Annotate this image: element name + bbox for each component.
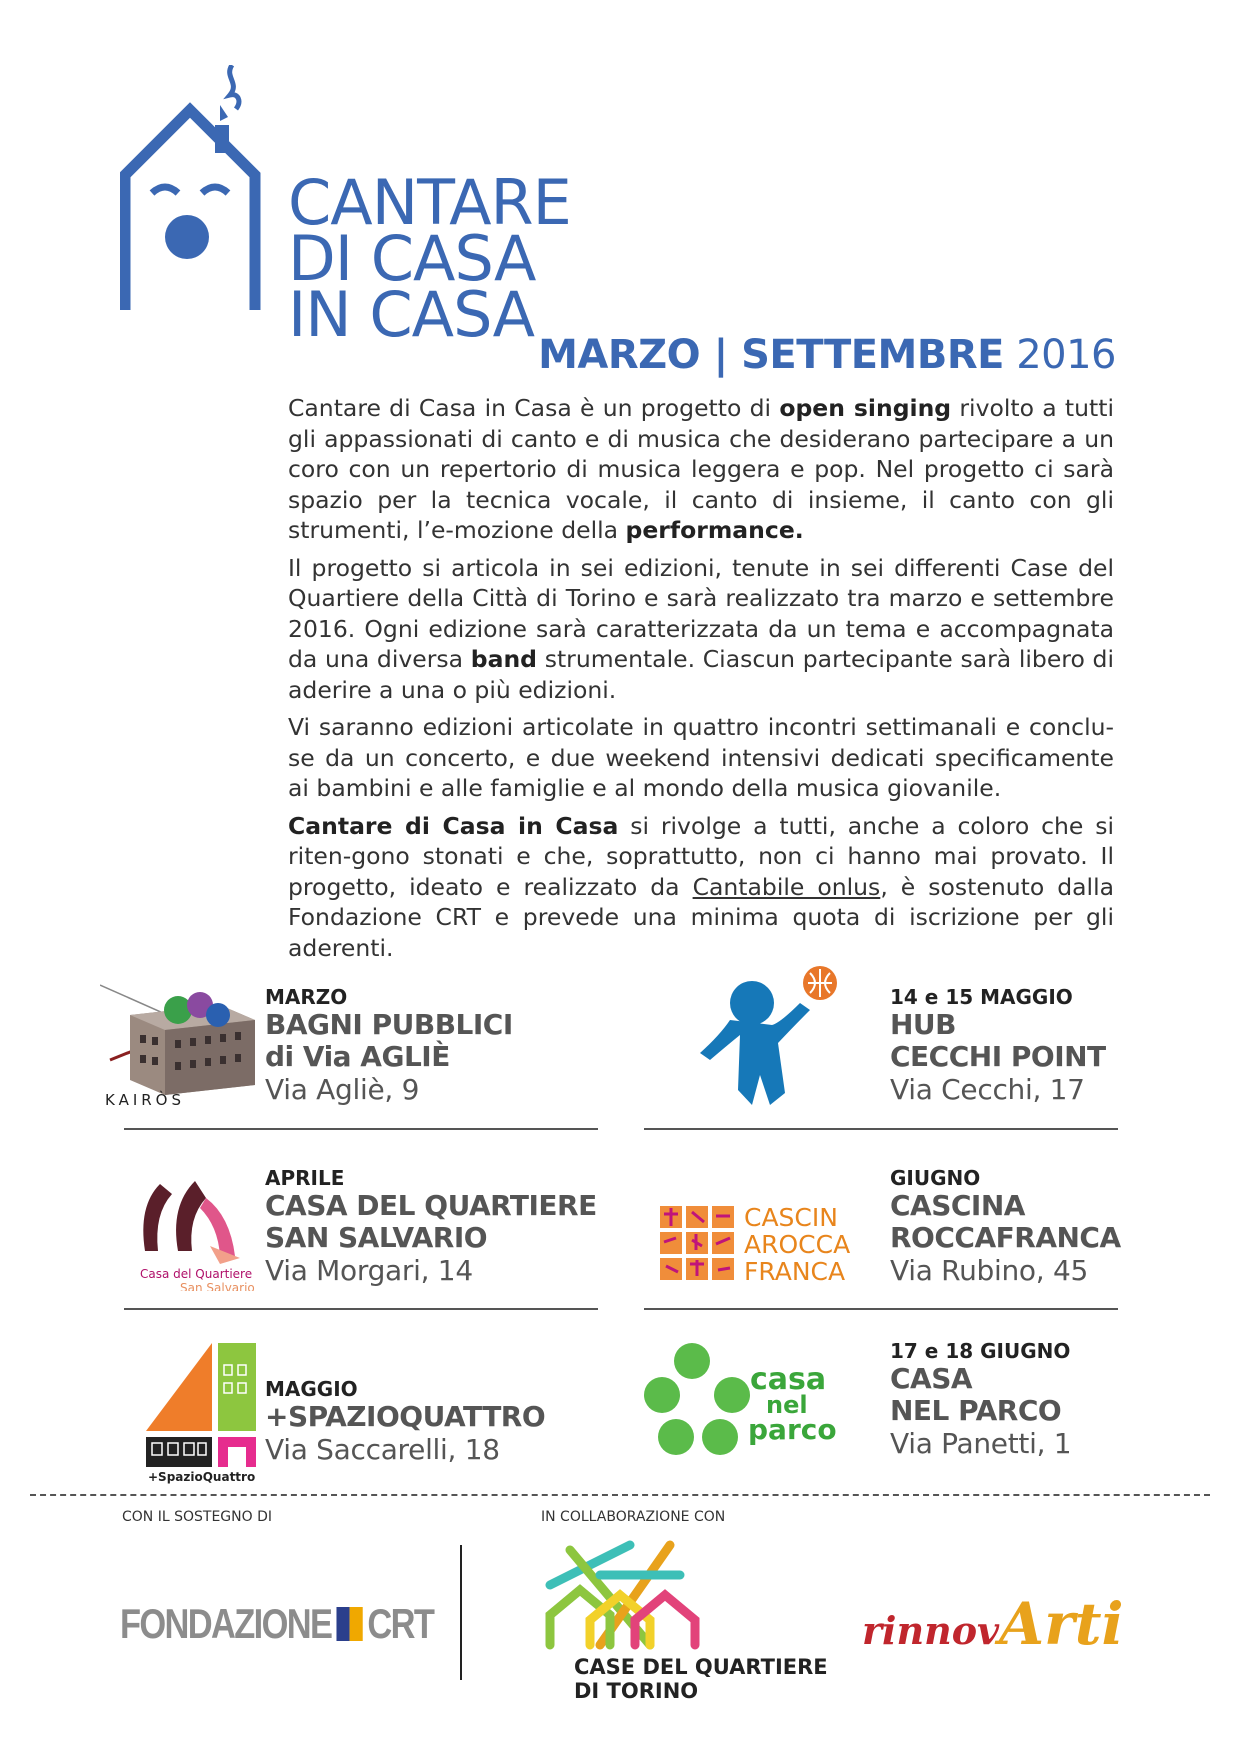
- venue-text: [265, 985, 585, 1107]
- venue-text: [890, 1339, 1210, 1461]
- support-label: CON IL SOSTEGNO DI: [122, 1509, 272, 1525]
- venue-cecchi-point: [690, 965, 1160, 1125]
- kairos-text: KAIRÒS: [105, 1091, 186, 1109]
- fondazione-crt-logo: [120, 1600, 433, 1648]
- san-salvario-logo-icon: [100, 1146, 265, 1291]
- venue-month: 14 e 15 MAGGIO: [890, 985, 1073, 1009]
- case-del-quartiere-text: [574, 1655, 828, 1703]
- venue-name-line-2: SAN SALVARIO: [265, 1221, 488, 1254]
- venue-text: [265, 1377, 585, 1467]
- title-line-2: DI CASA: [288, 222, 536, 295]
- venue-name-line-1: +SPAZIOQUATTRO: [265, 1400, 546, 1433]
- venue-roccafranca: [656, 1146, 1126, 1306]
- logo-text-line-3: parco: [748, 1413, 837, 1446]
- venue-name-line-1: CASA: [890, 1362, 973, 1395]
- venue-month: MARZO: [265, 985, 348, 1009]
- paragraph-1: Cantare di Casa in Casa è un progetto di open singing rivolto a tutti gli appassionati di canto e di musica che desiderano partecipare a un coro con un repertorio di musica leggera e pop. Nel progetto ci sarà spazio per la tecnica vocale, il canto di insieme, il canto con gli strumenti, l’e-mozione della performance.: [288, 394, 1114, 544]
- logo-text-line-2: AROCCA: [744, 1230, 851, 1259]
- description-text: [288, 393, 1114, 970]
- venue-month: GIUGNO: [890, 1166, 981, 1190]
- kairos-building-logo-icon: [100, 965, 265, 1110]
- crt-yellow-square-icon: [349, 1607, 362, 1641]
- venue-text: [890, 1166, 1210, 1288]
- rinnovarti-text-a: rinnov: [862, 1608, 1000, 1653]
- venue-name-line-2: NEL PARCO: [890, 1394, 1062, 1427]
- footer-vertical-divider: [460, 1545, 462, 1680]
- date-months: MARZO | SETTEMBRE: [538, 332, 1004, 378]
- title-line-3: IN CASA: [288, 278, 534, 351]
- crt-logo-text-b: CRT: [367, 1600, 434, 1647]
- venue-month: APRILE: [265, 1166, 345, 1190]
- title-line-1: CANTARE: [288, 166, 571, 239]
- collaboration-label: IN COLLABORAZIONE CON: [541, 1509, 726, 1525]
- date-year: 2016: [1016, 332, 1116, 378]
- cantabile-onlus-link[interactable]: Cantabile onlus: [692, 872, 881, 901]
- paragraph-3: Vi saranno edizioni articolate in quattro incontri settimanali e conclu-se da un concerto, e due weekend intensivi dedicati specificamente ai bambini e alle famiglie e al mondo della musica giovanile.: [288, 713, 1114, 802]
- venue-month: MAGGIO: [265, 1377, 358, 1401]
- logo-text-line-1: casa: [750, 1362, 827, 1397]
- venue-address: Via Panetti, 1: [890, 1427, 1072, 1460]
- rinnovarti-logo: [862, 1590, 1124, 1658]
- venue-bagni-pubblici: [100, 965, 570, 1125]
- venue-casa-nel-parco: [630, 1325, 1100, 1485]
- paragraph-4: Cantare di Casa in Casa si rivolge a tutti, anche a coloro che si riten-gono stonati e che, soprattutto, non ci hanno mai provato. Il progetto, ideato e realizzato da Cantabile onlus, è sostenuto dalla Fondazione CRT e prevede una minima quota di iscrizione per gli aderenti.: [288, 811, 1114, 962]
- logo-text-line-3: FRANCA: [744, 1257, 846, 1286]
- casa-nel-parco-logo-icon: [630, 1325, 850, 1470]
- rinnovarti-text-b: Arti: [999, 1590, 1124, 1658]
- venue-month: 17 e 18 GIUGNO: [890, 1339, 1071, 1363]
- venue-spazioquattro: [100, 1325, 570, 1485]
- divider: [124, 1308, 598, 1310]
- case-del-quartiere-logo-icon: [540, 1535, 710, 1655]
- dashed-separator: [30, 1494, 1210, 1496]
- cantare-house-logo-icon: [120, 65, 280, 315]
- venue-text: [265, 1166, 597, 1288]
- crt-logo-text-a: FONDAZIONE: [120, 1600, 332, 1647]
- venue-text: [890, 985, 1210, 1107]
- venue-name-line-2: CECCHI POINT: [890, 1040, 1106, 1073]
- venue-address: Via Saccarelli, 18: [265, 1433, 500, 1466]
- divider: [644, 1128, 1118, 1130]
- figure-with-ball-logo-icon: [690, 965, 855, 1110]
- venue-name-line-1: CASCINA: [890, 1189, 1025, 1222]
- paragraph-2: Il progetto si articola in sei edizioni, tenute in sei differenti Case del Quartiere della Città di Torino e sarà realizzato tra marzo e settembre 2016. Ogni edizione sarà caratterizzata da un tema e accompagnata da una diversa band strumentale. Ciascun partecipante sarà libero di aderire a una o più edizioni.: [288, 553, 1114, 704]
- venue-name-line-2: ROCCAFRANCA: [890, 1221, 1121, 1254]
- venue-address: Via Cecchi, 17: [890, 1073, 1085, 1106]
- divider: [124, 1128, 598, 1130]
- venue-name-line-2: di Via AGLIÈ: [265, 1040, 450, 1073]
- venue-name-line-1: CASA DEL QUARTIERE: [265, 1189, 597, 1222]
- venue-san-salvario: [100, 1146, 597, 1306]
- crt-blue-square-icon: [336, 1607, 349, 1641]
- logo-text-line-1: Casa del Quartiere: [140, 1267, 253, 1281]
- cdq-line-2: DI TORINO: [574, 1679, 699, 1703]
- cdq-line-1: CASE DEL QUARTIERE: [574, 1655, 828, 1679]
- divider: [644, 1308, 1118, 1310]
- date-range: [538, 332, 1116, 378]
- spazioquattro-text: +SpazioQuattro: [148, 1470, 256, 1484]
- spazioquattro-logo-icon: [100, 1325, 265, 1485]
- logo-text-line-2: nel: [766, 1391, 808, 1419]
- roccafranca-logo-icon: [656, 1146, 856, 1291]
- logo-text-line-2: San Salvario: [180, 1281, 255, 1291]
- venue-address: Via Agliè, 9: [265, 1073, 420, 1106]
- venue-name-line-1: HUB: [890, 1008, 957, 1041]
- logo-text-line-1: CASCIN: [744, 1203, 838, 1232]
- venue-name-line-1: BAGNI PUBBLICI: [265, 1008, 513, 1041]
- venue-address: Via Morgari, 14: [265, 1254, 473, 1287]
- venue-address: Via Rubino, 45: [890, 1254, 1088, 1287]
